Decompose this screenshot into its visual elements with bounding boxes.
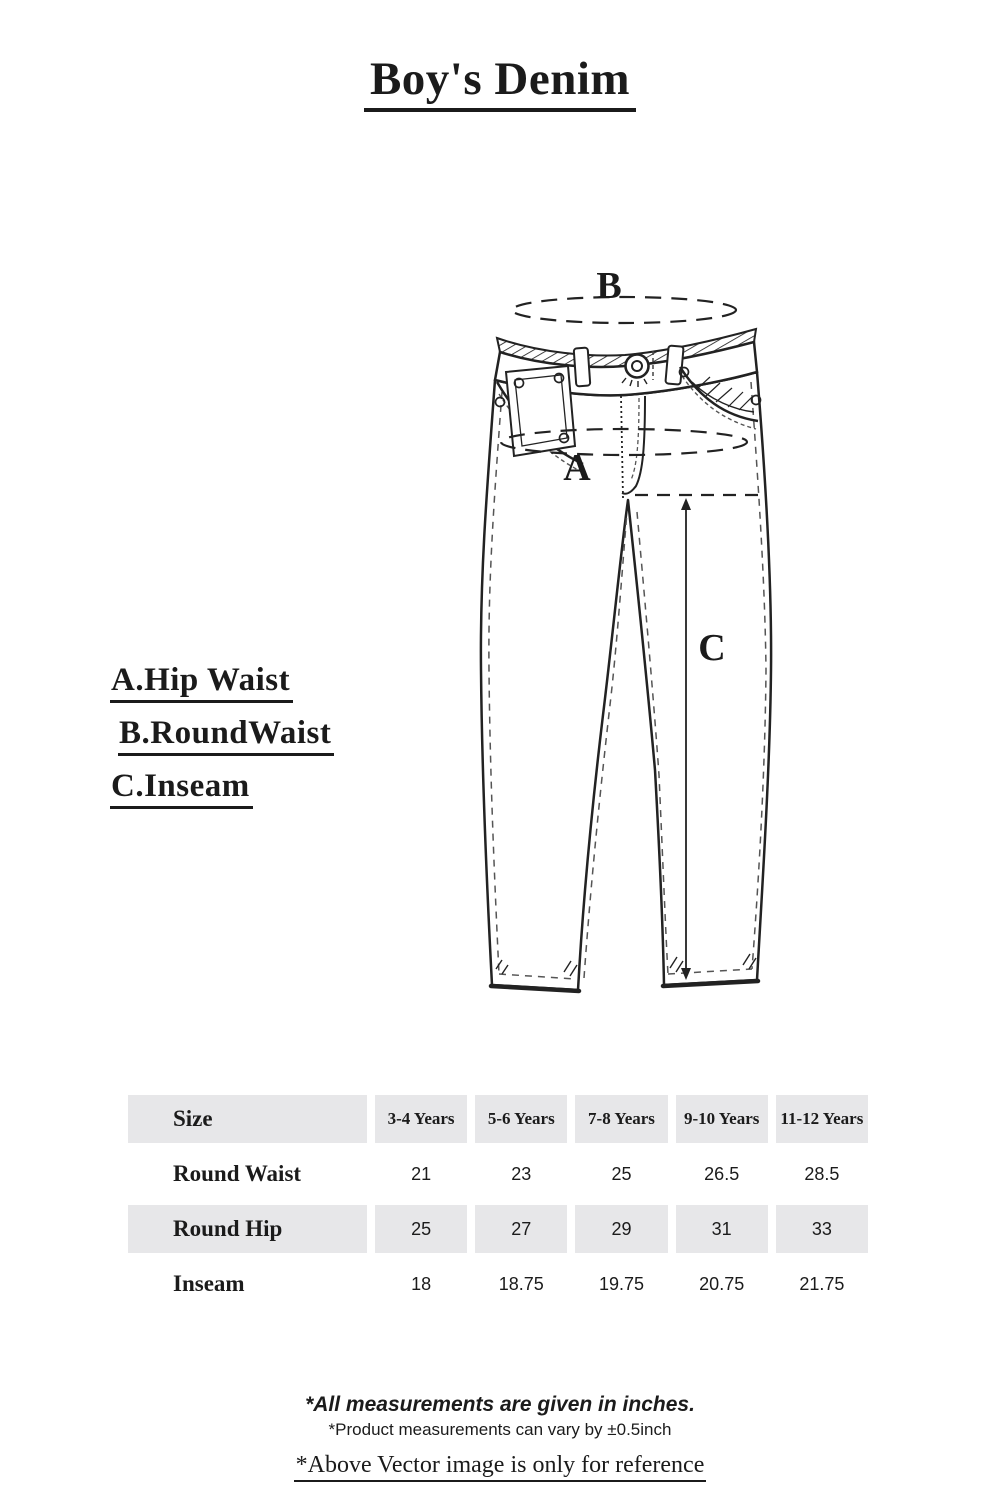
footnote-reference: *Above Vector image is only for reference [0,1452,1000,1482]
row-label-round-waist: Round Waist [173,1161,302,1186]
value-cell: 33 [776,1205,868,1253]
measurement-legend [110,662,334,821]
legend-inseam: C.Inseam [110,768,334,809]
round-waist-ellipse [512,297,736,323]
value-cell: 21 [411,1163,432,1184]
belt-loop-left [574,348,591,387]
col-header-3-4: 3-4 Years [375,1095,467,1143]
col-header-9-10: 9-10 Years [676,1095,768,1143]
value-cell: 27 [475,1205,567,1253]
size-table [128,1095,868,1308]
row-label-round-hip: Round Hip [128,1205,367,1253]
legend-hip-waist: A.Hip Waist [110,662,334,703]
belt-loop-right [665,345,683,384]
value-cell: 20.75 [699,1273,745,1294]
value-cell: 21.75 [799,1273,845,1294]
value-cell: 18 [411,1273,432,1294]
row-label-inseam: Inseam [173,1271,245,1296]
value-cell: 18.75 [498,1273,544,1294]
value-cell: 19.75 [598,1273,645,1294]
size-header-cell: Size [128,1095,367,1143]
col-header-5-6: 5-6 Years [475,1095,567,1143]
value-cell: 23 [511,1163,532,1184]
label-b: B [596,265,622,307]
footnotes [0,1393,1000,1482]
value-cell: 28.5 [804,1163,840,1184]
col-header-7-8: 7-8 Years [575,1095,667,1143]
col-header-11-12: 11-12 Years [776,1095,868,1143]
page-title: Boy's Denim [364,52,636,112]
jeans-diagram [440,250,800,1010]
footnote-inches: *All measurements are given in inches. [305,1393,695,1416]
value-cell: 31 [676,1205,768,1253]
value-cell: 25 [611,1163,632,1184]
label-c: C [698,627,726,669]
jeans-outline [481,372,771,990]
legend-round-waist: B.RoundWaist [118,715,334,756]
value-cell: 26.5 [704,1163,740,1184]
page-title-wrap [0,52,1000,112]
value-cell: 29 [575,1205,667,1253]
value-cell: 25 [375,1205,467,1253]
label-a: A [563,447,591,489]
footnote-tolerance: *Product measurements can vary by ±0.5inch [328,1420,672,1439]
